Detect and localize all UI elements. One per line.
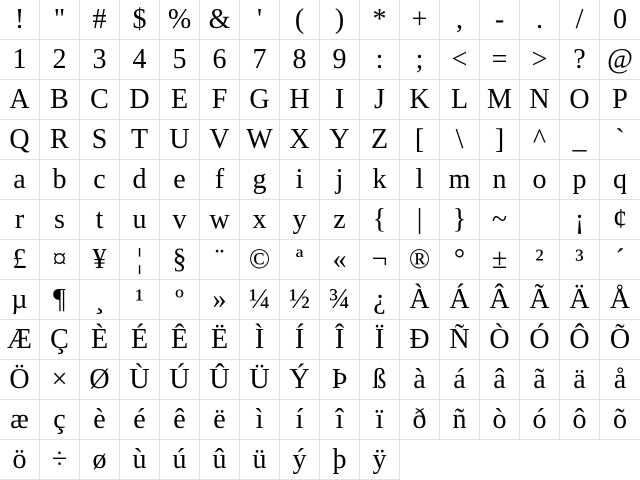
glyph-cell[interactable]: ô bbox=[560, 400, 600, 440]
glyph-cell[interactable]: c bbox=[80, 160, 120, 200]
glyph-cell[interactable]: ± bbox=[480, 240, 520, 280]
glyph-cell[interactable]: Þ bbox=[320, 360, 360, 400]
glyph-cell[interactable]: + bbox=[400, 0, 440, 40]
glyph-row-7 bbox=[0, 240, 640, 280]
glyph-cell[interactable]: ð bbox=[400, 400, 440, 440]
glyph-cell[interactable]: Ï bbox=[360, 320, 400, 360]
glyph-cell[interactable]: I bbox=[320, 80, 360, 120]
glyph-cell[interactable]: Ö bbox=[0, 360, 40, 400]
glyph-cell[interactable]: A bbox=[0, 80, 40, 120]
glyph-cell[interactable]: ò bbox=[480, 400, 520, 440]
glyph-cell[interactable]: Û bbox=[200, 360, 240, 400]
glyph-cell[interactable]: L bbox=[440, 80, 480, 120]
glyph-cell[interactable]: û bbox=[200, 440, 240, 480]
glyph-cell[interactable]: ç bbox=[40, 400, 80, 440]
glyph-cell-blank[interactable] bbox=[520, 200, 560, 240]
glyph-cell[interactable]: T bbox=[120, 120, 160, 160]
glyph-row-2 bbox=[0, 40, 640, 80]
glyph-cell[interactable]: Ê bbox=[160, 320, 200, 360]
glyph-cell[interactable]: % bbox=[160, 0, 200, 40]
glyph-cell[interactable]: Ø bbox=[80, 360, 120, 400]
glyph-cell[interactable]: Ä bbox=[560, 280, 600, 320]
glyph-cell[interactable]: À bbox=[400, 280, 440, 320]
glyph-cell[interactable]: ¿ bbox=[360, 280, 400, 320]
glyph-cell[interactable]: ³ bbox=[560, 240, 600, 280]
glyph-cell[interactable]: î bbox=[320, 400, 360, 440]
glyph-cell[interactable]: W bbox=[240, 120, 280, 160]
glyph-cell[interactable]: q bbox=[600, 160, 640, 200]
glyph-cell[interactable]: { bbox=[360, 200, 400, 240]
glyph-cell[interactable]: ´ bbox=[600, 240, 640, 280]
glyph-cell[interactable]: ¨ bbox=[200, 240, 240, 280]
glyph-cell[interactable]: z bbox=[320, 200, 360, 240]
glyph-cell[interactable]: Ç bbox=[40, 320, 80, 360]
glyph-cell[interactable]: è bbox=[80, 400, 120, 440]
glyph-cell[interactable]: Å bbox=[600, 280, 640, 320]
glyph-cell[interactable]: p bbox=[560, 160, 600, 200]
glyph-cell[interactable]: / bbox=[560, 0, 600, 40]
glyph-cell[interactable]: u bbox=[120, 200, 160, 240]
glyph-cell[interactable]: » bbox=[200, 280, 240, 320]
glyph-cell[interactable]: b bbox=[40, 160, 80, 200]
glyph-cell[interactable]: Ë bbox=[200, 320, 240, 360]
glyph-cell[interactable]: D bbox=[120, 80, 160, 120]
glyph-cell[interactable]: í bbox=[280, 400, 320, 440]
glyph-cell[interactable]: ; bbox=[400, 40, 440, 80]
glyph-row-11 bbox=[0, 400, 640, 440]
glyph-cell[interactable]: ñ bbox=[440, 400, 480, 440]
glyph-cell[interactable]: ÷ bbox=[40, 440, 80, 480]
glyph-cell[interactable]: Æ bbox=[0, 320, 40, 360]
glyph-cell[interactable]: N bbox=[520, 80, 560, 120]
glyph-cell[interactable]: ì bbox=[240, 400, 280, 440]
glyph-cell[interactable]: ^ bbox=[520, 120, 560, 160]
glyph-cell[interactable]: 9 bbox=[320, 40, 360, 80]
glyph-cell[interactable]: o bbox=[520, 160, 560, 200]
glyph-cell[interactable]: õ bbox=[600, 400, 640, 440]
glyph-cell[interactable]: Ù bbox=[120, 360, 160, 400]
glyph-row-4 bbox=[0, 120, 640, 160]
glyph-cell[interactable]: j bbox=[320, 160, 360, 200]
glyph-row-3 bbox=[0, 80, 640, 120]
glyph-cell[interactable]: ª bbox=[280, 240, 320, 280]
glyph-row-5 bbox=[0, 160, 640, 200]
glyph-cell[interactable]: ' bbox=[240, 0, 280, 40]
glyph-cell[interactable]: r bbox=[0, 200, 40, 240]
glyph-cell[interactable]: þ bbox=[320, 440, 360, 480]
glyph-cell[interactable]: £ bbox=[0, 240, 40, 280]
glyph-cell[interactable]: M bbox=[480, 80, 520, 120]
glyph-cell[interactable]: 3 bbox=[80, 40, 120, 80]
glyph-cell[interactable]: á bbox=[440, 360, 480, 400]
glyph-row-12 bbox=[0, 440, 640, 480]
glyph-cell[interactable]: ¼ bbox=[240, 280, 280, 320]
glyph-cell[interactable]: w bbox=[200, 200, 240, 240]
glyph-cell[interactable]: ¥ bbox=[80, 240, 120, 280]
glyph-cell[interactable]: R bbox=[40, 120, 80, 160]
glyph-cell[interactable]: < bbox=[440, 40, 480, 80]
glyph-cell[interactable]: V bbox=[200, 120, 240, 160]
glyph-cell[interactable]: Ð bbox=[400, 320, 440, 360]
glyph-cell[interactable]: ä bbox=[560, 360, 600, 400]
glyph-cell[interactable]: Ý bbox=[280, 360, 320, 400]
glyph-cell[interactable]: ý bbox=[280, 440, 320, 480]
glyph-cell[interactable]: ü bbox=[240, 440, 280, 480]
glyph-cell[interactable]: G bbox=[240, 80, 280, 120]
glyph-cell[interactable]: Í bbox=[280, 320, 320, 360]
glyph-cell[interactable]: ! bbox=[0, 0, 40, 40]
glyph-cell[interactable]: e bbox=[160, 160, 200, 200]
glyph-cell[interactable]: © bbox=[240, 240, 280, 280]
glyph-cell[interactable]: n bbox=[480, 160, 520, 200]
glyph-cell[interactable]: = bbox=[480, 40, 520, 80]
glyph-cell[interactable]: t bbox=[80, 200, 120, 240]
glyph-cell[interactable]: " bbox=[40, 0, 80, 40]
glyph-cell[interactable]: k bbox=[360, 160, 400, 200]
glyph-cell[interactable]: _ bbox=[560, 120, 600, 160]
glyph-cell[interactable]: v bbox=[160, 200, 200, 240]
glyph-cell[interactable]: ¸ bbox=[80, 280, 120, 320]
glyph-cell[interactable]: ¦ bbox=[120, 240, 160, 280]
glyph-cell[interactable]: ù bbox=[120, 440, 160, 480]
glyph-cell[interactable]: Ã bbox=[520, 280, 560, 320]
glyph-cell[interactable]: ¬ bbox=[360, 240, 400, 280]
glyph-row-8 bbox=[0, 280, 640, 320]
glyph-cell[interactable]: Ò bbox=[480, 320, 520, 360]
glyph-cell[interactable]: ë bbox=[200, 400, 240, 440]
glyph-cell[interactable]: i bbox=[280, 160, 320, 200]
glyph-cell[interactable]: ê bbox=[160, 400, 200, 440]
glyph-cell[interactable]: X bbox=[280, 120, 320, 160]
glyph-cell[interactable]: , bbox=[440, 0, 480, 40]
glyph-cell[interactable]: Î bbox=[320, 320, 360, 360]
glyph-cell[interactable]: ¡ bbox=[560, 200, 600, 240]
glyph-cell[interactable]: } bbox=[440, 200, 480, 240]
glyph-cell[interactable]: ½ bbox=[280, 280, 320, 320]
glyph-cell[interactable]: ¶ bbox=[40, 280, 80, 320]
glyph-cell[interactable]: d bbox=[120, 160, 160, 200]
glyph-cell[interactable]: ¤ bbox=[40, 240, 80, 280]
glyph-cell[interactable]: K bbox=[400, 80, 440, 120]
glyph-cell[interactable]: H bbox=[280, 80, 320, 120]
glyph-cell[interactable]: × bbox=[40, 360, 80, 400]
glyph-cell[interactable]: ] bbox=[480, 120, 520, 160]
glyph-cell[interactable]: È bbox=[80, 320, 120, 360]
glyph-cell[interactable]: § bbox=[160, 240, 200, 280]
glyph-cell[interactable]: Y bbox=[320, 120, 360, 160]
glyph-cell[interactable]: ° bbox=[440, 240, 480, 280]
glyph-cell[interactable]: 0 bbox=[600, 0, 640, 40]
glyph-cell[interactable]: Ü bbox=[240, 360, 280, 400]
glyph-cell[interactable]: ® bbox=[400, 240, 440, 280]
glyph-row-1 bbox=[0, 0, 640, 40]
glyph-cell[interactable]: P bbox=[600, 80, 640, 120]
glyph-cell[interactable]: Q bbox=[0, 120, 40, 160]
glyph-cell[interactable]: É bbox=[120, 320, 160, 360]
glyph-cell[interactable]: µ bbox=[0, 280, 40, 320]
glyph-cell[interactable]: - bbox=[480, 0, 520, 40]
glyph-cell[interactable]: Ú bbox=[160, 360, 200, 400]
glyph-cell[interactable]: B bbox=[40, 80, 80, 120]
glyph-cell[interactable]: a bbox=[0, 160, 40, 200]
glyph-cell[interactable]: Z bbox=[360, 120, 400, 160]
glyph-cell[interactable]: 1 bbox=[0, 40, 40, 80]
glyph-row-10 bbox=[0, 360, 640, 400]
glyph-cell[interactable]: * bbox=[360, 0, 400, 40]
glyph-cell[interactable]: ? bbox=[560, 40, 600, 80]
glyph-cell[interactable]: C bbox=[80, 80, 120, 120]
glyph-cell[interactable]: ) bbox=[320, 0, 360, 40]
glyph-cell[interactable]: º bbox=[160, 280, 200, 320]
glyph-cell[interactable]: m bbox=[440, 160, 480, 200]
glyph-cell[interactable]: 5 bbox=[160, 40, 200, 80]
glyph-cell[interactable]: Ó bbox=[520, 320, 560, 360]
glyph-row-6 bbox=[0, 200, 640, 240]
glyph-cell[interactable]: [ bbox=[400, 120, 440, 160]
glyph-cell[interactable]: # bbox=[80, 0, 120, 40]
glyph-cell[interactable]: Ñ bbox=[440, 320, 480, 360]
glyph-cell[interactable]: â bbox=[480, 360, 520, 400]
glyph-cell[interactable]: 6 bbox=[200, 40, 240, 80]
glyph-cell[interactable]: s bbox=[40, 200, 80, 240]
glyph-cell[interactable]: S bbox=[80, 120, 120, 160]
glyph-cell[interactable]: . bbox=[520, 0, 560, 40]
glyph-cell[interactable]: « bbox=[320, 240, 360, 280]
glyph-cell[interactable]: ï bbox=[360, 400, 400, 440]
glyph-cell[interactable]: Á bbox=[440, 280, 480, 320]
glyph-cell[interactable]: ó bbox=[520, 400, 560, 440]
glyph-cell[interactable]: é bbox=[120, 400, 160, 440]
glyph-cell[interactable]: ` bbox=[600, 120, 640, 160]
glyph-cell[interactable]: | bbox=[400, 200, 440, 240]
glyph-cell[interactable]: $ bbox=[120, 0, 160, 40]
glyph-cell[interactable]: ö bbox=[0, 440, 40, 480]
glyph-cell[interactable]: y bbox=[280, 200, 320, 240]
glyph-cell[interactable]: 7 bbox=[240, 40, 280, 80]
glyph-cell[interactable]: ¾ bbox=[320, 280, 360, 320]
glyph-cell[interactable]: Õ bbox=[600, 320, 640, 360]
glyph-cell[interactable]: ¹ bbox=[120, 280, 160, 320]
glyph-cell[interactable]: @ bbox=[600, 40, 640, 80]
glyph-cell[interactable]: U bbox=[160, 120, 200, 160]
glyph-cell[interactable]: 8 bbox=[280, 40, 320, 80]
glyph-cell[interactable]: ¢ bbox=[600, 200, 640, 240]
glyph-cell[interactable]: ~ bbox=[480, 200, 520, 240]
glyph-cell[interactable]: > bbox=[520, 40, 560, 80]
glyph-cell[interactable]: O bbox=[560, 80, 600, 120]
glyph-row-9 bbox=[0, 320, 640, 360]
glyph-cell[interactable]: ( bbox=[280, 0, 320, 40]
glyph-cell[interactable]: ø bbox=[80, 440, 120, 480]
glyph-cell[interactable]: J bbox=[360, 80, 400, 120]
glyph-cell[interactable]: ß bbox=[360, 360, 400, 400]
glyph-cell[interactable]: : bbox=[360, 40, 400, 80]
glyph-cell[interactable]: Ì bbox=[240, 320, 280, 360]
glyph-cell[interactable]: ÿ bbox=[360, 440, 400, 480]
glyph-cell[interactable]: \ bbox=[440, 120, 480, 160]
glyph-cell[interactable]: F bbox=[200, 80, 240, 120]
glyph-cell[interactable]: Ô bbox=[560, 320, 600, 360]
glyph-cell[interactable]: ã bbox=[520, 360, 560, 400]
glyph-cell[interactable]: ² bbox=[520, 240, 560, 280]
glyph-cell[interactable]: 2 bbox=[40, 40, 80, 80]
glyph-cell[interactable]: à bbox=[400, 360, 440, 400]
glyph-cell[interactable]: ú bbox=[160, 440, 200, 480]
glyph-cell[interactable]: Â bbox=[480, 280, 520, 320]
glyph-cell[interactable]: x bbox=[240, 200, 280, 240]
glyph-cell[interactable]: E bbox=[160, 80, 200, 120]
glyph-cell[interactable]: l bbox=[400, 160, 440, 200]
glyph-cell[interactable]: & bbox=[200, 0, 240, 40]
glyph-cell[interactable]: 4 bbox=[120, 40, 160, 80]
glyph-cell[interactable]: g bbox=[240, 160, 280, 200]
glyph-cell[interactable]: å bbox=[600, 360, 640, 400]
glyph-cell[interactable]: æ bbox=[0, 400, 40, 440]
glyph-cell[interactable]: f bbox=[200, 160, 240, 200]
